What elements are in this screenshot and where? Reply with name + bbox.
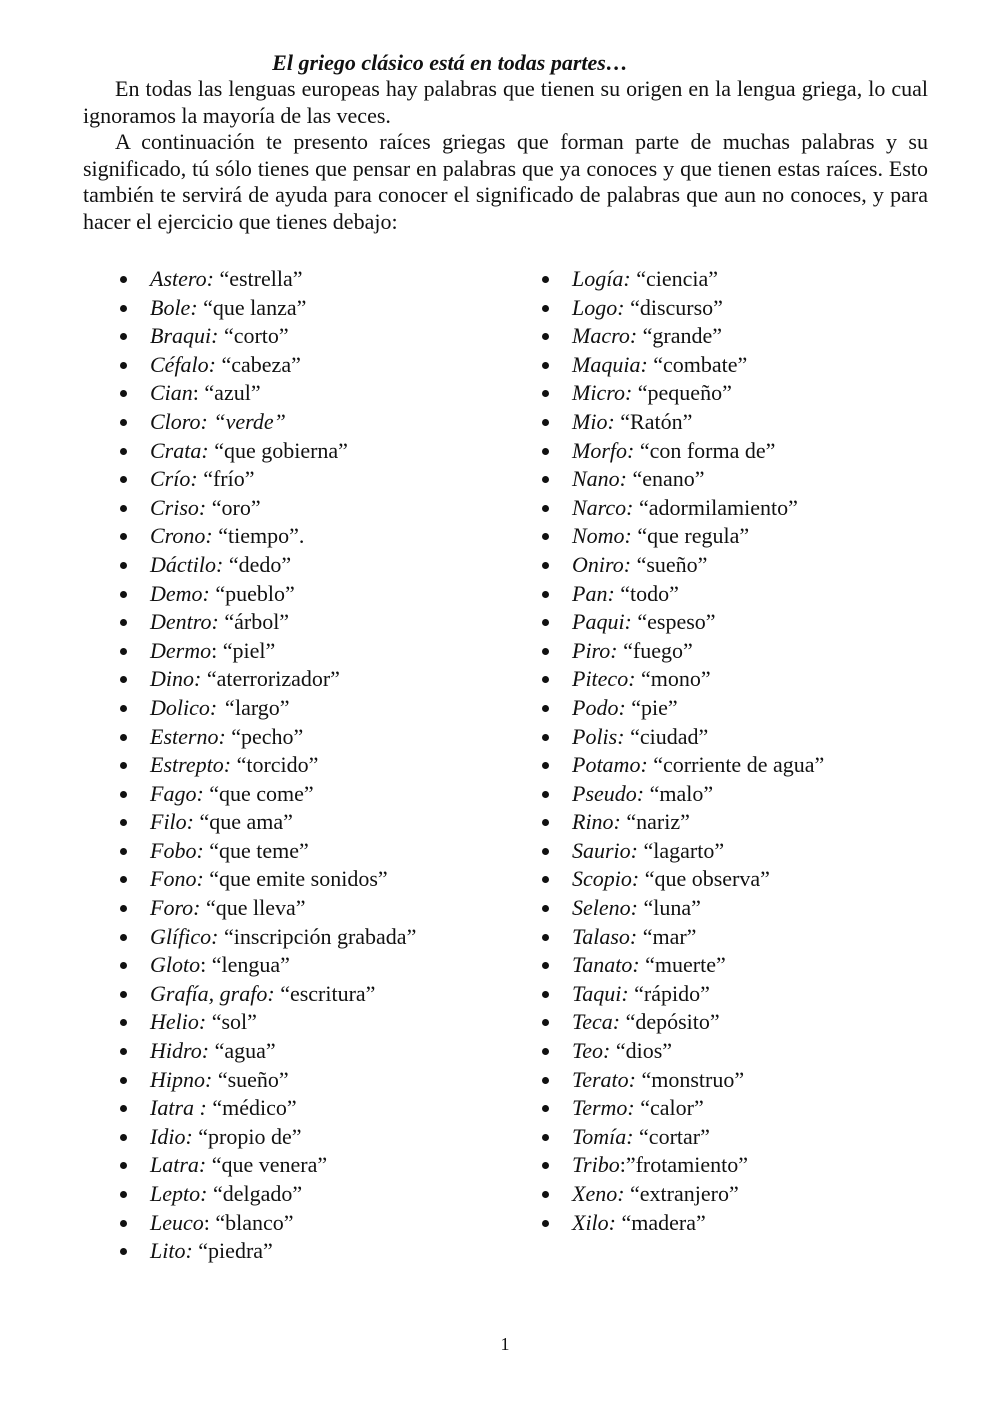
root-list-item bbox=[542, 294, 824, 323]
bullet-icon bbox=[542, 705, 549, 712]
root-meaning: “nariz” bbox=[620, 809, 690, 835]
root-term: Xilo: bbox=[572, 1209, 616, 1235]
root-list-item bbox=[120, 1151, 416, 1180]
bullet-icon bbox=[542, 1105, 549, 1112]
root-term: Criso: bbox=[150, 494, 207, 520]
root-list-item bbox=[542, 408, 824, 437]
root-term: Mio: bbox=[572, 408, 615, 434]
bullet-icon bbox=[542, 905, 549, 912]
root-term: Talaso: bbox=[572, 923, 638, 949]
bullet-icon bbox=[120, 476, 127, 483]
root-list-item bbox=[120, 465, 416, 494]
bullet-icon bbox=[542, 1134, 549, 1141]
root-meaning: “lagarto” bbox=[638, 837, 725, 863]
root-list-item bbox=[542, 1008, 824, 1037]
root-list-item bbox=[120, 551, 416, 580]
root-list-item bbox=[120, 437, 416, 466]
root-term: Dino: bbox=[150, 666, 202, 692]
bullet-icon bbox=[120, 1248, 127, 1255]
bullet-icon bbox=[542, 648, 549, 655]
root-term: Demo: bbox=[150, 580, 210, 606]
bullet-icon bbox=[542, 791, 549, 798]
root-list-item bbox=[542, 951, 824, 980]
root-term: Teo: bbox=[572, 1038, 611, 1064]
root-meaning: “sueño” bbox=[631, 551, 708, 577]
root-term: Polis: bbox=[572, 723, 625, 749]
bullet-icon bbox=[120, 819, 127, 826]
root-meaning: “corto” bbox=[218, 323, 289, 349]
bullet-icon bbox=[120, 705, 127, 712]
root-meaning: “extranjero” bbox=[624, 1181, 739, 1206]
root-term: Fono: bbox=[150, 866, 204, 892]
root-list-item bbox=[120, 980, 416, 1009]
root-list-item bbox=[120, 751, 416, 780]
root-meaning: “propio de” bbox=[192, 1123, 302, 1149]
root-term: Seleno: bbox=[572, 895, 638, 921]
root-term: Piro: bbox=[572, 637, 618, 663]
bullet-icon bbox=[542, 419, 549, 426]
bullet-icon bbox=[120, 390, 127, 397]
root-list-item bbox=[542, 980, 824, 1009]
bullet-icon bbox=[542, 276, 549, 283]
root-meaning: “mono” bbox=[635, 666, 711, 692]
root-term: Estrepto: bbox=[150, 752, 232, 778]
root-term: Micro: bbox=[572, 380, 633, 406]
root-meaning: “médico” bbox=[206, 1095, 297, 1121]
root-meaning: “sueño” bbox=[212, 1066, 289, 1092]
root-list-item bbox=[120, 1180, 416, 1209]
root-list-item bbox=[120, 1209, 416, 1238]
root-term: Filo: bbox=[150, 809, 194, 835]
root-term: Paqui: bbox=[572, 609, 632, 635]
root-term: Logo: bbox=[572, 294, 625, 320]
bullet-icon bbox=[542, 1220, 549, 1227]
root-list-item bbox=[542, 780, 824, 809]
root-list-item bbox=[542, 694, 824, 723]
root-meaning: “que lanza” bbox=[197, 294, 307, 320]
root-meaning: “pecho” bbox=[225, 723, 304, 749]
root-meaning: “con forma de” bbox=[634, 437, 776, 463]
bullet-icon bbox=[542, 848, 549, 855]
root-term: Scopio: bbox=[572, 866, 640, 892]
root-meaning: “pie” bbox=[625, 694, 678, 720]
bullet-icon bbox=[120, 1134, 127, 1141]
root-meaning: “que venera” bbox=[206, 1152, 328, 1178]
root-term: Termo: bbox=[572, 1095, 635, 1121]
bullet-icon bbox=[542, 1077, 549, 1084]
root-term: Logía: bbox=[572, 266, 631, 291]
root-meaning: “tiempo”. bbox=[212, 523, 305, 549]
root-list-item bbox=[120, 494, 416, 523]
root-term: Tanato: bbox=[572, 952, 640, 978]
root-list-item bbox=[542, 751, 824, 780]
root-term: Latra: bbox=[150, 1152, 207, 1178]
root-term: Maquia: bbox=[572, 351, 648, 377]
root-term: Narco: bbox=[572, 494, 634, 520]
document-title: El griego clásico está en todas partes… bbox=[272, 50, 628, 75]
root-list-item bbox=[120, 1037, 416, 1066]
root-list-item bbox=[542, 1180, 824, 1209]
roots-list-right bbox=[542, 265, 824, 1237]
root-meaning: “muerte” bbox=[639, 952, 726, 978]
bullet-icon bbox=[120, 934, 127, 941]
root-meaning: : “azul” bbox=[192, 380, 261, 406]
root-meaning: “oro” bbox=[206, 494, 261, 520]
root-meaning: “discurso” bbox=[624, 294, 723, 320]
root-term: Crío: bbox=[150, 466, 198, 492]
root-meaning: “que observa” bbox=[639, 866, 770, 892]
bullet-icon bbox=[120, 1220, 127, 1227]
root-term: Macro: bbox=[572, 323, 638, 349]
root-meaning: “monstruo” bbox=[635, 1066, 745, 1092]
root-term: Podo: bbox=[572, 694, 626, 720]
root-list-item bbox=[120, 1094, 416, 1123]
root-list-item bbox=[120, 408, 416, 437]
root-term: Braqui: bbox=[150, 323, 219, 349]
bullet-icon bbox=[542, 619, 549, 626]
root-list-item bbox=[120, 723, 416, 752]
root-meaning: “mar” bbox=[637, 923, 697, 949]
bullet-icon bbox=[542, 734, 549, 741]
root-meaning: :”frotamiento” bbox=[619, 1152, 748, 1178]
root-term: Pan: bbox=[572, 580, 615, 606]
root-term: Tomía: bbox=[572, 1123, 634, 1149]
root-term: Lepto: bbox=[150, 1181, 208, 1206]
bullet-icon bbox=[120, 419, 127, 426]
root-list-item bbox=[542, 351, 824, 380]
root-term: Astero: bbox=[150, 266, 214, 291]
root-meaning: “madera” bbox=[616, 1209, 706, 1235]
root-meaning: : “lengua” bbox=[200, 952, 290, 978]
root-term: Grafía, grafo: bbox=[150, 980, 275, 1006]
root-meaning: “delgado” bbox=[207, 1181, 303, 1206]
root-list-item bbox=[120, 923, 416, 952]
bullet-icon bbox=[120, 876, 127, 883]
root-term: Dermo bbox=[150, 637, 212, 663]
bullet-icon bbox=[120, 1105, 127, 1112]
root-meaning: “pueblo” bbox=[209, 580, 295, 606]
root-term: Crono: bbox=[150, 523, 213, 549]
root-list-item bbox=[120, 1123, 416, 1152]
root-term: Fago: bbox=[150, 780, 204, 806]
root-list-item bbox=[542, 1094, 824, 1123]
root-list-item bbox=[542, 923, 824, 952]
root-meaning: : “blanco” bbox=[203, 1209, 294, 1235]
root-meaning: “estrella” bbox=[213, 266, 303, 291]
root-list-item bbox=[120, 608, 416, 637]
root-list-item bbox=[120, 865, 416, 894]
root-meaning: : “piel” bbox=[211, 637, 276, 663]
root-term: Pseudo: bbox=[572, 780, 645, 806]
root-list-item bbox=[542, 865, 824, 894]
roots-list-left bbox=[120, 265, 416, 1266]
root-list-item bbox=[120, 808, 416, 837]
bullet-icon bbox=[120, 1019, 127, 1026]
bullet-icon bbox=[542, 533, 549, 540]
bullet-icon bbox=[542, 505, 549, 512]
root-term: Dáctilo: bbox=[150, 551, 224, 577]
root-list-item bbox=[542, 265, 824, 294]
root-list-item bbox=[542, 1209, 824, 1238]
root-term: Xeno: bbox=[572, 1181, 625, 1206]
bullet-icon bbox=[542, 305, 549, 312]
root-meaning: “inscripción grabada” bbox=[218, 923, 417, 949]
root-list-item bbox=[542, 437, 824, 466]
root-meaning: “ciencia” bbox=[630, 266, 718, 291]
root-term: Rino: bbox=[572, 809, 621, 835]
root-term: Oniro: bbox=[572, 551, 632, 577]
root-list-item bbox=[542, 580, 824, 609]
bullet-icon bbox=[120, 734, 127, 741]
bullet-icon bbox=[120, 762, 127, 769]
root-meaning: “luna” bbox=[637, 895, 701, 921]
root-list-item bbox=[542, 465, 824, 494]
root-list-item bbox=[542, 837, 824, 866]
root-meaning: “que gobierna” bbox=[208, 437, 348, 463]
root-list-item bbox=[542, 637, 824, 666]
root-meaning: “piedra” bbox=[192, 1238, 273, 1264]
root-term: Leuco bbox=[150, 1209, 204, 1235]
bullet-icon bbox=[120, 448, 127, 455]
root-term: Nano: bbox=[572, 466, 627, 492]
root-list-item bbox=[542, 665, 824, 694]
bullet-icon bbox=[120, 276, 127, 283]
bullet-icon bbox=[120, 648, 127, 655]
root-list-item bbox=[120, 780, 416, 809]
root-list-item bbox=[542, 322, 824, 351]
bullet-icon bbox=[120, 1077, 127, 1084]
root-meaning: “dedo” bbox=[223, 551, 292, 577]
root-term: Esterno: bbox=[150, 723, 226, 749]
bullet-icon bbox=[542, 1019, 549, 1026]
root-term: Tribo bbox=[572, 1152, 620, 1178]
bullet-icon bbox=[120, 1162, 127, 1169]
intro-text bbox=[83, 76, 928, 235]
root-list-item bbox=[542, 808, 824, 837]
bullet-icon bbox=[120, 362, 127, 369]
bullet-icon bbox=[120, 676, 127, 683]
root-meaning: “cabeza” bbox=[216, 351, 301, 377]
root-term: Saurio: bbox=[572, 837, 638, 863]
root-term: Taqui: bbox=[572, 980, 629, 1006]
root-term: Nomo: bbox=[572, 523, 632, 549]
root-term: Dolico: “ bbox=[150, 694, 235, 720]
bullet-icon bbox=[120, 305, 127, 312]
bullet-icon bbox=[120, 905, 127, 912]
root-meaning: “que teme” bbox=[203, 837, 309, 863]
root-meaning: “ciudad” bbox=[624, 723, 709, 749]
bullet-icon bbox=[120, 848, 127, 855]
root-term: Piteco: bbox=[572, 666, 636, 692]
root-meaning: “que come” bbox=[203, 780, 314, 806]
root-term: Lito: bbox=[150, 1238, 193, 1264]
bullet-icon bbox=[542, 362, 549, 369]
root-term: Hidro: bbox=[150, 1038, 210, 1064]
root-meaning: “enano” bbox=[627, 466, 705, 492]
root-meaning: “agua” bbox=[209, 1038, 276, 1064]
root-list-item bbox=[120, 951, 416, 980]
root-term: Céfalo: bbox=[150, 351, 216, 377]
bullet-icon bbox=[542, 1162, 549, 1169]
root-term: Bole: bbox=[150, 294, 198, 320]
root-meaning: “adormilamiento” bbox=[633, 494, 798, 520]
root-list-item bbox=[542, 494, 824, 523]
bullet-icon bbox=[542, 562, 549, 569]
bullet-icon bbox=[542, 934, 549, 941]
intro-paragraph: A continuación te presento raíces griegas que forman parte de muchas palabras y su significado, tú sólo tienes que pensar en palabras que ya conoces y que tienen estas raíces. Esto también te servirá de ayuda para conocer el significado de palabras que aun no conoces, y para hacer el ejercicio que tienes debajo: bbox=[83, 129, 928, 234]
root-list-item bbox=[542, 1151, 824, 1180]
bullet-icon bbox=[120, 619, 127, 626]
bullet-icon bbox=[542, 390, 549, 397]
bullet-icon bbox=[542, 476, 549, 483]
root-term: Dentro: bbox=[150, 609, 219, 635]
root-term: Potamo: bbox=[572, 752, 648, 778]
root-list-item bbox=[120, 894, 416, 923]
root-list-item bbox=[120, 694, 416, 723]
root-meaning: “grande” bbox=[637, 323, 723, 349]
bullet-icon bbox=[542, 591, 549, 598]
root-list-item bbox=[120, 1008, 416, 1037]
root-meaning: “pequeño” bbox=[632, 380, 732, 406]
root-meaning: largo” bbox=[234, 694, 290, 720]
root-meaning: “depósito” bbox=[620, 1009, 720, 1035]
bullet-icon bbox=[120, 591, 127, 598]
root-list-item bbox=[120, 351, 416, 380]
bullet-icon bbox=[542, 676, 549, 683]
root-list-item bbox=[542, 379, 824, 408]
bullet-icon bbox=[120, 562, 127, 569]
root-list-item bbox=[120, 665, 416, 694]
bullet-icon bbox=[542, 876, 549, 883]
root-term: Morfo: bbox=[572, 437, 635, 463]
root-meaning: “que lleva” bbox=[200, 895, 306, 921]
root-list-item bbox=[542, 894, 824, 923]
bullet-icon bbox=[542, 1191, 549, 1198]
root-term: Gloto bbox=[150, 952, 201, 978]
root-term: Terato: bbox=[572, 1066, 636, 1092]
root-list-item bbox=[542, 522, 824, 551]
page-number: 1 bbox=[500, 1334, 510, 1354]
bullet-icon bbox=[542, 1048, 549, 1055]
root-meaning: “espeso” bbox=[631, 609, 716, 635]
root-term: Foro: bbox=[150, 895, 201, 921]
root-meaning: “malo” bbox=[644, 780, 714, 806]
bullet-icon bbox=[120, 791, 127, 798]
root-list-item bbox=[120, 637, 416, 666]
root-meaning: “corriente de agua” bbox=[647, 752, 825, 778]
bullet-icon bbox=[120, 1048, 127, 1055]
root-meaning: “calor” bbox=[634, 1095, 704, 1121]
root-meaning: “frío” bbox=[197, 466, 255, 492]
root-meaning: “aterrorizador” bbox=[201, 666, 340, 692]
root-list-item bbox=[120, 265, 416, 294]
bullet-icon bbox=[542, 962, 549, 969]
root-list-item bbox=[542, 1066, 824, 1095]
root-meaning: “dios” bbox=[610, 1038, 673, 1064]
bullet-icon bbox=[120, 533, 127, 540]
root-term: Iatra : bbox=[150, 1095, 207, 1121]
root-meaning: “combate” bbox=[647, 351, 748, 377]
root-list-item bbox=[542, 1037, 824, 1066]
bullet-icon bbox=[120, 333, 127, 340]
root-meaning: “rápido” bbox=[628, 980, 710, 1006]
root-meaning: “cortar” bbox=[633, 1123, 710, 1149]
root-term: Glífico: bbox=[150, 923, 219, 949]
root-meaning: “Ratón” bbox=[614, 408, 693, 434]
root-list-item bbox=[120, 1237, 416, 1266]
intro-paragraph: En todas las lenguas europeas hay palabras que tienen su origen en la lengua griega, lo cual ignoramos la mayoría de las veces. bbox=[83, 76, 928, 128]
bullet-icon bbox=[120, 991, 127, 998]
root-list-item bbox=[120, 1066, 416, 1095]
bullet-icon bbox=[542, 333, 549, 340]
root-meaning: “fuego” bbox=[617, 637, 693, 663]
root-list-item bbox=[120, 379, 416, 408]
root-list-item bbox=[542, 1123, 824, 1152]
root-term: Fobo: bbox=[150, 837, 204, 863]
root-meaning: “que regula” bbox=[631, 523, 750, 549]
root-list-item bbox=[542, 723, 824, 752]
root-list-item bbox=[120, 322, 416, 351]
bullet-icon bbox=[542, 762, 549, 769]
root-meaning: “escritura” bbox=[274, 980, 376, 1006]
root-term: Cloro: “verde” bbox=[150, 408, 286, 434]
root-meaning: “todo” bbox=[614, 580, 679, 606]
root-list-item bbox=[120, 580, 416, 609]
bullet-icon bbox=[120, 1191, 127, 1198]
root-term: Idio: bbox=[150, 1123, 193, 1149]
bullet-icon bbox=[542, 819, 549, 826]
bullet-icon bbox=[120, 962, 127, 969]
root-list-item bbox=[542, 608, 824, 637]
root-meaning: “árbol” bbox=[218, 609, 290, 635]
bullet-icon bbox=[542, 448, 549, 455]
root-term: Teca: bbox=[572, 1009, 621, 1035]
root-meaning: “torcido” bbox=[231, 752, 319, 778]
root-meaning: “que ama” bbox=[194, 809, 293, 835]
root-term: Helio: bbox=[150, 1009, 207, 1035]
root-list-item bbox=[120, 522, 416, 551]
root-meaning: “que emite sonidos” bbox=[203, 866, 388, 892]
root-list-item bbox=[542, 551, 824, 580]
bullet-icon bbox=[542, 991, 549, 998]
root-term: Crata: bbox=[150, 437, 209, 463]
bullet-icon bbox=[120, 505, 127, 512]
root-list-item bbox=[120, 294, 416, 323]
root-term: Cian bbox=[150, 380, 193, 406]
root-term: Hipno: bbox=[150, 1066, 213, 1092]
root-list-item bbox=[120, 837, 416, 866]
root-meaning: “sol” bbox=[206, 1009, 257, 1035]
